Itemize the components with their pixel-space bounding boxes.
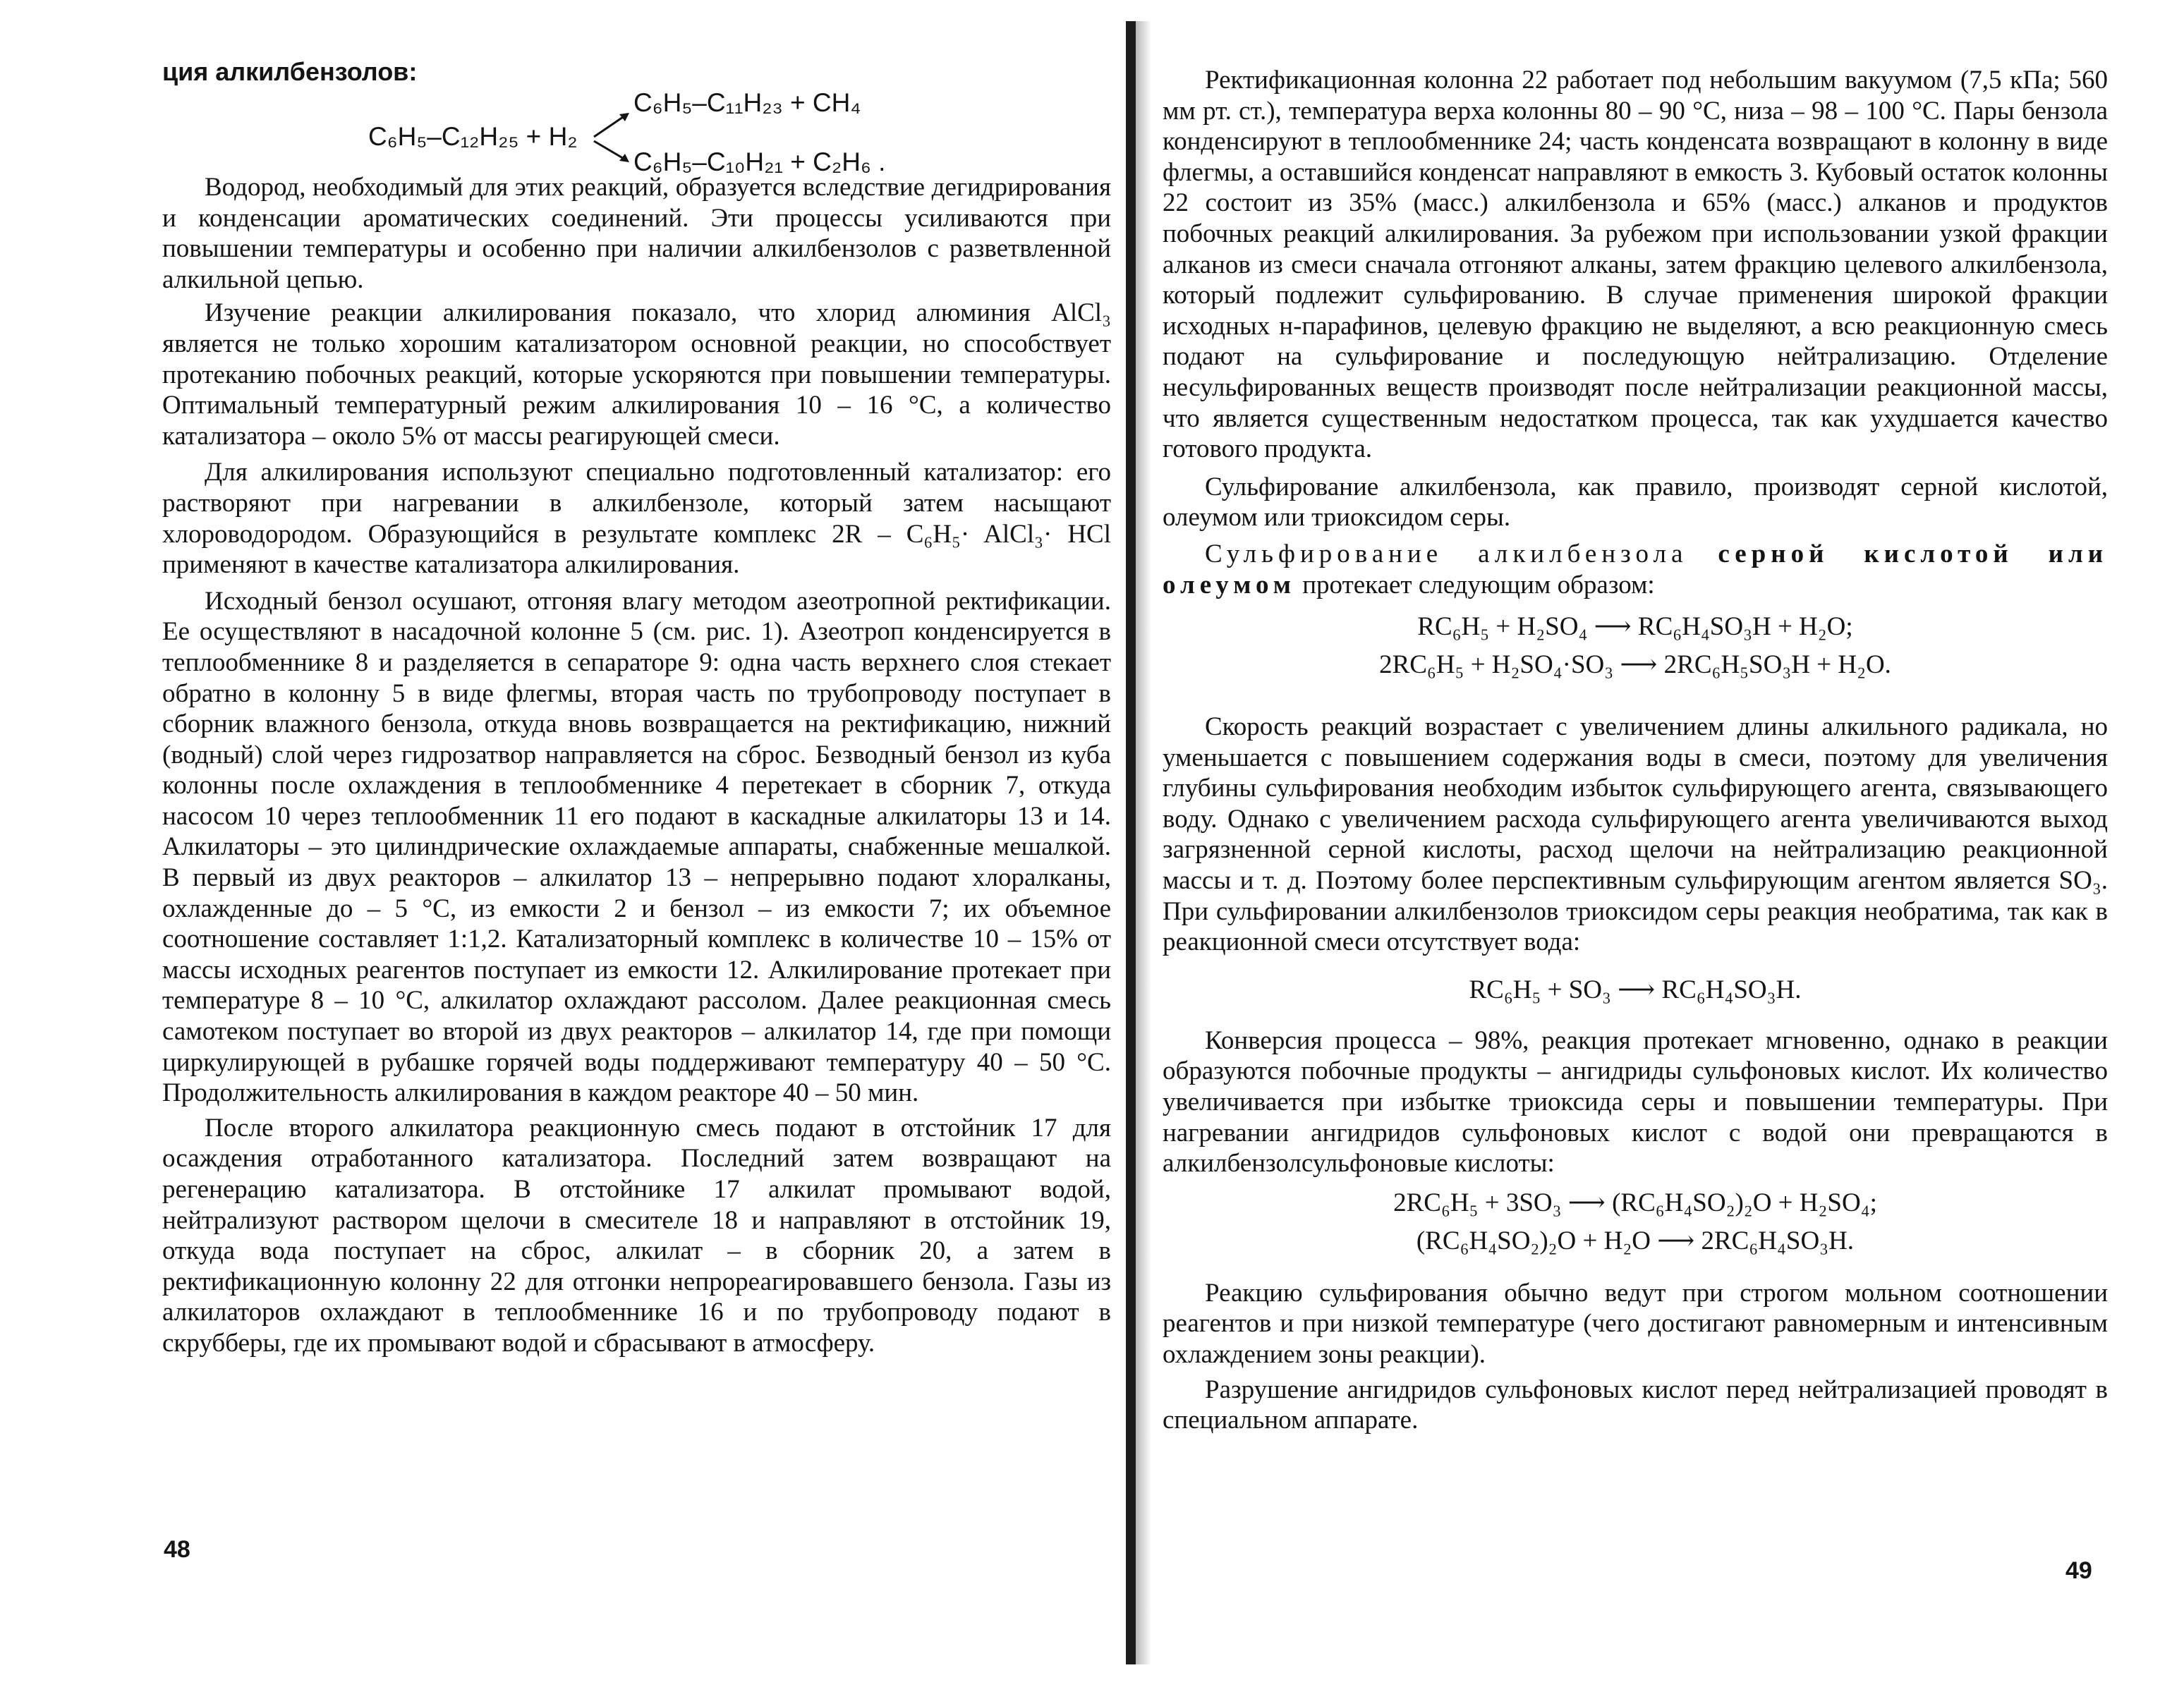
equation-5: (RC₆H₄SO₂)₂O + H₂O ⟶ 2RC₆H₄SO₃H. — [1416, 1226, 1855, 1255]
page-number-left: 48 — [164, 1536, 190, 1563]
paragraph-hydrogen: Водород, необходимый для этих реакций, образуется вследствие дегидрирования и конденсации ароматических соединений. Эти процессы усиливаются при повышении температуры и особенно при наличии алкилбензолов с разветвленной алкильной цепью. — [162, 173, 1111, 294]
paragraph-anhydride-destruction: Разрушение ангидридов сульфоновых кислот перед нейтрализацией проводят в специальном аппарате. — [1163, 1375, 2108, 1435]
continuation-line: ция алкилбензолов: — [162, 57, 418, 86]
paragraph-benzene-drying: Исходный бензол осушают, отгоняя влагу методом азеотропной ректификации. Ее осуществляют в насадочной колонне 5 (см. рис. 1). Азеотроп конденсируется в теплообменнике 8 и разделяется в сепараторе 9: одна часть верхнего слоя стекает обратно в колонну 5 в виде флегмы, вторая часть по трубопроводу поступает в сборник влажного бензола, откуда вновь возвращается на ректификацию, нижний (водный) слой через гидрозатвор направляется на сброс. Безводный бензол из куба колонны после охлаждения в теплообменнике 4 перетекает в сборник 7, откуда насосом 10 через теплообменник 11 его подают в каскадные алкилаторы 13 и 14. Алкилаторы – это цилиндрические охлаждаемые аппараты, снабженные мешалкой. В первый из двух реакторов – алкилатор 13 – непрерывно подают хлоралканы, охлажденные до – 5 °С, из емкости 2 и бензол – из емкости 7; их объемное соотношение составляет 1:1,2. Катализаторный комплекс в количестве 10 – 15% от массы исходных реагентов поступает из емкости 12. Алкилирование протекает при температуре 8 – 10 °С, алкилатор охлаждают рассолом. Далее реакционная смесь самотеком поступает во второй из двух реакторов – алкилатор 14, где при помощи циркулирующей в рубашке горячей воды поддерживают температуру 40 – 50 °С. Продолжительность алкилирования в каждом реакторе 40 – 50 мин. — [162, 586, 1111, 1108]
scheme-product-top: C₆H₅–C₁₁H₂₃ + CH₄ — [633, 88, 861, 117]
paragraph-conversion: Конверсия процесса – 98%, реакция протекает мгновенно, однако в реакции образуются побочные продукты – ангидриды сульфоновых кислот. Их количество увеличивается при избытке триоксида серы и повышении температуры. При нагревании ангидридов сульфоновых кислот с водой они превращаются в алкилбензолсульфоновые кислоты: — [1163, 1025, 2108, 1179]
paragraph-molar-ratio: Реакцию сульфирования обычно ведут при строгом мольном соотношении реагентов и при низкой температуре (чего достигают равномерным и интенсивным охлаждением зоны реакции). — [1163, 1278, 2108, 1369]
book-gutter — [1126, 21, 1136, 1664]
paragraph-alcl3: Изучение реакции алкилирования показало, что хлорид алюминия AlCl₃ является не только хорошим катализатором основной реакции, но способствует протеканию побочных реакций, которые ускоряются при повышении температуры. Оптимальный температурный режим алкилирования 10 – 16 °С, а количество катализатора – около 5% от массы реагирующей смеси. — [162, 298, 1111, 451]
left-page — [162, 58, 1111, 1359]
equation-3: RC₆H₅ + SO₃ ⟶ RC₆H₄SO₃H. — [1469, 975, 1802, 1004]
paragraph-catalyst: Для алкилирования используют специально подготовленный катализатор: его растворяют при нагревании в алкилбензоле, который затем насыщают хлороводородом. Образующийся в результате комплекс 2R – C₆H₅· AlCl₃· HCl применяют в качестве катализатора алкилирования. — [162, 458, 1111, 580]
heading-bold-text: серной кислотой или олеумом — [1163, 539, 2109, 599]
equation-2: 2RC₆H₅ + H₂SO₄·SO₃ ⟶ 2RC₆H₅SO₃H + H₂O. — [1379, 650, 1891, 680]
scheme-reactants: C₆H₅–C₁₂H₂₅ + H₂ — [368, 122, 578, 151]
heading-tail-text: протекает следующим образом: — [1302, 570, 1655, 599]
reaction-scheme — [162, 86, 1111, 176]
heading-spaced-text: Сульфирование алкилбензола — [1205, 539, 1688, 568]
paragraph-second-alkylator: После второго алкилатора реакционную смесь подают в отстойник 17 для осаждения отработанного катализатора. Последний затем возвращают на регенерацию катализатора. В отстойнике 17 алкилат промывают водой, нейтрализуют раствором щелочи в смесителе 18 и направляют в отстойник 19, откуда вода поступает на сброс, алкилат – в сборник 20, а затем в ректификационную колонну 22 для отгонки непрореагировавшего бензола. Газы из алкилаторов охлаждают в теплообменнике 16 и по трубопроводу подают в скрубберы, где их промывают водой и сбрасывают в атмосферу. — [162, 1113, 1111, 1358]
equation-4: 2RC₆H₅ + 3SO₃ ⟶ (RC₆H₄SO₂)₂O + H₂SO₄; — [1393, 1188, 1877, 1217]
paragraph-sulfuric-heading — [1163, 539, 2108, 600]
equation-1: RC₆H₅ + H₂SO₄ ⟶ RC₆H₄SO₃H + H₂O; — [1417, 612, 1853, 642]
paragraph-reaction-rate: Скорость реакций возрастает с увеличением длины алкильного радикала, но уменьшается с повышением содержания воды в смеси, поэтому для увеличения глубины сульфирования необходим избыток сульфирующего агента, связывающего воду. Однако с увеличением расхода сульфирующего агента увеличиваются выход загрязненной серной кислоты, расход щелочи на нейтрализацию реакционной массы и т. д. Поэтому более перспективным сульфирующим агентом является SO₃. При сульфировании алкилбензолов триоксидом серы реакция необратима, так как в реакционной смеси отсутствует вода: — [1163, 712, 2108, 957]
paragraph-rectification: Ректификационная колонна 22 работает под небольшим вакуумом (7,5 кПа; 560 мм рт. ст.), температура верха колонны 80 – 90 °С, низа – 98 – 100 °С. Пары бензола конденсируют в теплообменнике 24; часть конденсата возвращают в колонну в виде флегмы, а оставшийся конденсат направляют в емкость 3. Кубовый остаток колонны 22 состоит из 35% (масс.) алкилбензола и 65% (масс.) алканов и продуктов побочных реакций алкилирования. За рубежом при использовании узкой фракции алканов из смеси сначала отгоняют алканы, затем фракцию целевого алкилбензола, который подлежит сульфированию. В случае применения широкой фракции исходных н-парафинов, целевую фракцию не выделяют, а всю реакционную смесь подают на сульфирование и последующую нейтрализацию. Отделение несульфированных веществ производят после нейтрализации реакционной массы, что является существенным недостатком процесса, так как ухудшается качество готового продукта. — [1163, 66, 2108, 464]
page-number-right: 49 — [2065, 1557, 2092, 1584]
scheme-product-bottom: C₆H₅–C₁₀H₂₁ + C₂H₆ . — [633, 147, 886, 176]
right-page — [1163, 65, 2108, 1436]
gutter-shadow — [1136, 21, 1151, 1664]
paragraph-sulfonation-intro: Сульфирование алкилбензола, как правило, производят серной кислотой, олеумом или триоксидом серы. — [1163, 472, 2108, 532]
